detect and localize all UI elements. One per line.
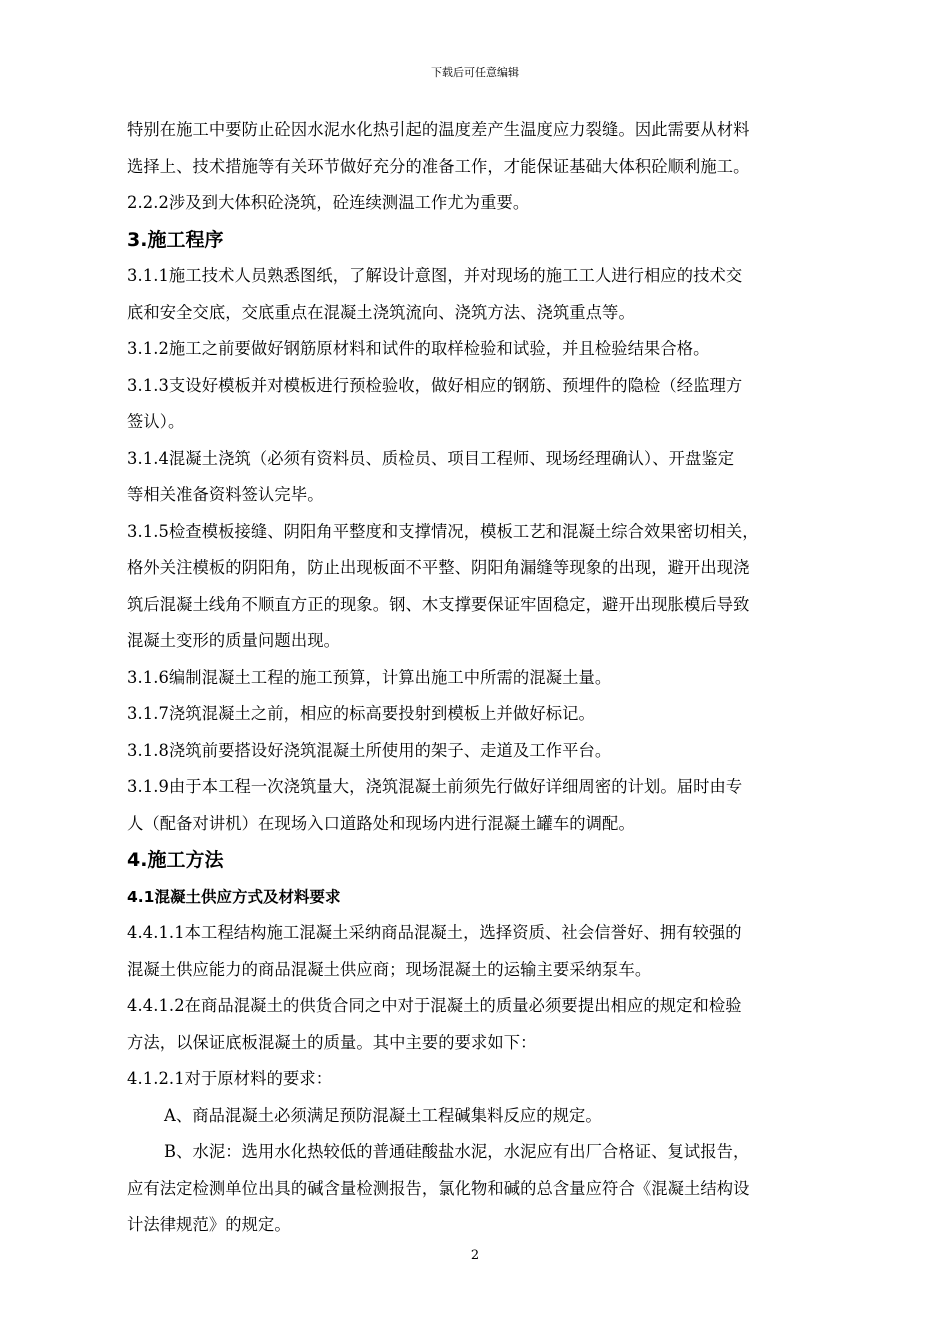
- paragraph-line: 计法律规范》的规定。: [127, 1215, 291, 1234]
- paragraph-line: 3.1.8浇筑前要搭设好浇筑混凝土所使用的架子、走道及工作平台。: [127, 740, 612, 760]
- paragraph-line: 选择上、技术措施等有关环节做好充分的准备工作，才能保证基础大体积砼顺利施工。: [127, 156, 750, 176]
- paragraph-line: 底和安全交底，交底重点在混凝土浇筑流向、浇筑方法、浇筑重点等。: [127, 302, 635, 322]
- list-item-b: B、水泥：选用水化热较低的普通硅酸盐水泥，水泥应有出厂合格证、复试报告，: [164, 1142, 750, 1161]
- paragraph-line: 方法，以保证底板混凝土的质量。其中主要的要求如下：: [127, 1032, 537, 1052]
- paragraph-line: 3.1.4混凝土浇筑（必须有资料员、质检员、项目工程师、现场经理确认）、开盘鉴定: [127, 448, 735, 468]
- list-item-a: A、商品混凝土必须满足预防混凝土工程碱集料反应的规定。: [164, 1105, 602, 1125]
- document-body: [127, 112, 859, 1244]
- paragraph-line: 3.1.9由于本工程一次浇筑量大，浇筑混凝土前须先行做好详细周密的计划。届时由专: [127, 777, 743, 796]
- paragraph-line: 格外关注模板的阴阳角，防止出现板面不平整、阴阳角漏缝等现象的出现，避开出现浇: [127, 558, 750, 577]
- section-heading-4: 4.施工方法: [127, 849, 224, 871]
- subsection-heading-4-1: 4.1混凝土供应方式及材料要求: [127, 887, 341, 906]
- paragraph-line: 人（配备对讲机）在现场入口道路处和现场内进行混凝土罐车的调配。: [127, 813, 635, 833]
- paragraph-line: 3.1.2施工之前要做好钢筋原材料和试件的取样检验和试验，并且检验结果合格。: [127, 339, 710, 358]
- paragraph-line: 3.1.1施工技术人员熟悉图纸，了解设计意图，并对现场的施工工人进行相应的技术交: [127, 266, 743, 285]
- paragraph-line: 特别在施工中要防止砼因水泥水化热引起的温度差产生温度应力裂缝。因此需要从材料: [127, 120, 750, 139]
- paragraph-line: 混凝土供应能力的商品混凝土供应商；现场混凝土的运输主要采纳泵车。: [127, 959, 652, 979]
- paragraph-line: 等相关准备资料签认完毕。: [127, 485, 324, 504]
- paragraph-line: 筑后混凝土线角不顺直方正的现象。钢、木支撑要保证牢固稳定，避开出现胀模后导致: [127, 594, 750, 614]
- page-number: 2: [470, 1248, 480, 1263]
- paragraph-line: 3.1.7浇筑混凝土之前，相应的标高要投射到模板上并做好标记。: [127, 704, 595, 723]
- paragraph-line: 签认）。: [127, 412, 185, 431]
- paragraph-line: 4.4.1.2在商品混凝土的供货合同之中对于混凝土的质量必须要提出相应的规定和检验: [127, 996, 742, 1015]
- paragraph-line: 3.1.3支设好模板并对模板进行预检验收，做好相应的钢筋、预埋件的隐检（经监理方: [127, 375, 743, 395]
- paragraph-line: 4.1.2.1对于原材料的要求：: [127, 1069, 333, 1088]
- paragraph-line: 3.1.5检查模板接缝、阴阳角平整度和支撑情况，模板工艺和混凝土综合效果密切相关，: [127, 521, 759, 541]
- paragraph-line: 3.1.6编制混凝土工程的施工预算，计算出施工中所需的混凝土量。: [127, 667, 612, 687]
- paragraph-line: 4.4.1.1本工程结构施工混凝土采纳商品混凝土，选择资质、社会信誉好、拥有较强的: [127, 923, 742, 942]
- paragraph-line: 2.2.2涉及到大体积砼浇筑，砼连续测温工作尤为重要。: [127, 193, 530, 212]
- page-header: 下载后可任意编辑: [431, 66, 519, 79]
- paragraph-line: 混凝土变形的质量问题出现。: [127, 631, 340, 650]
- paragraph-line: 应有法定检测单位出具的碱含量检测报告，氯化物和碱的总含量应符合《混凝土结构设: [127, 1178, 750, 1198]
- section-heading-3: 3.施工程序: [127, 228, 224, 251]
